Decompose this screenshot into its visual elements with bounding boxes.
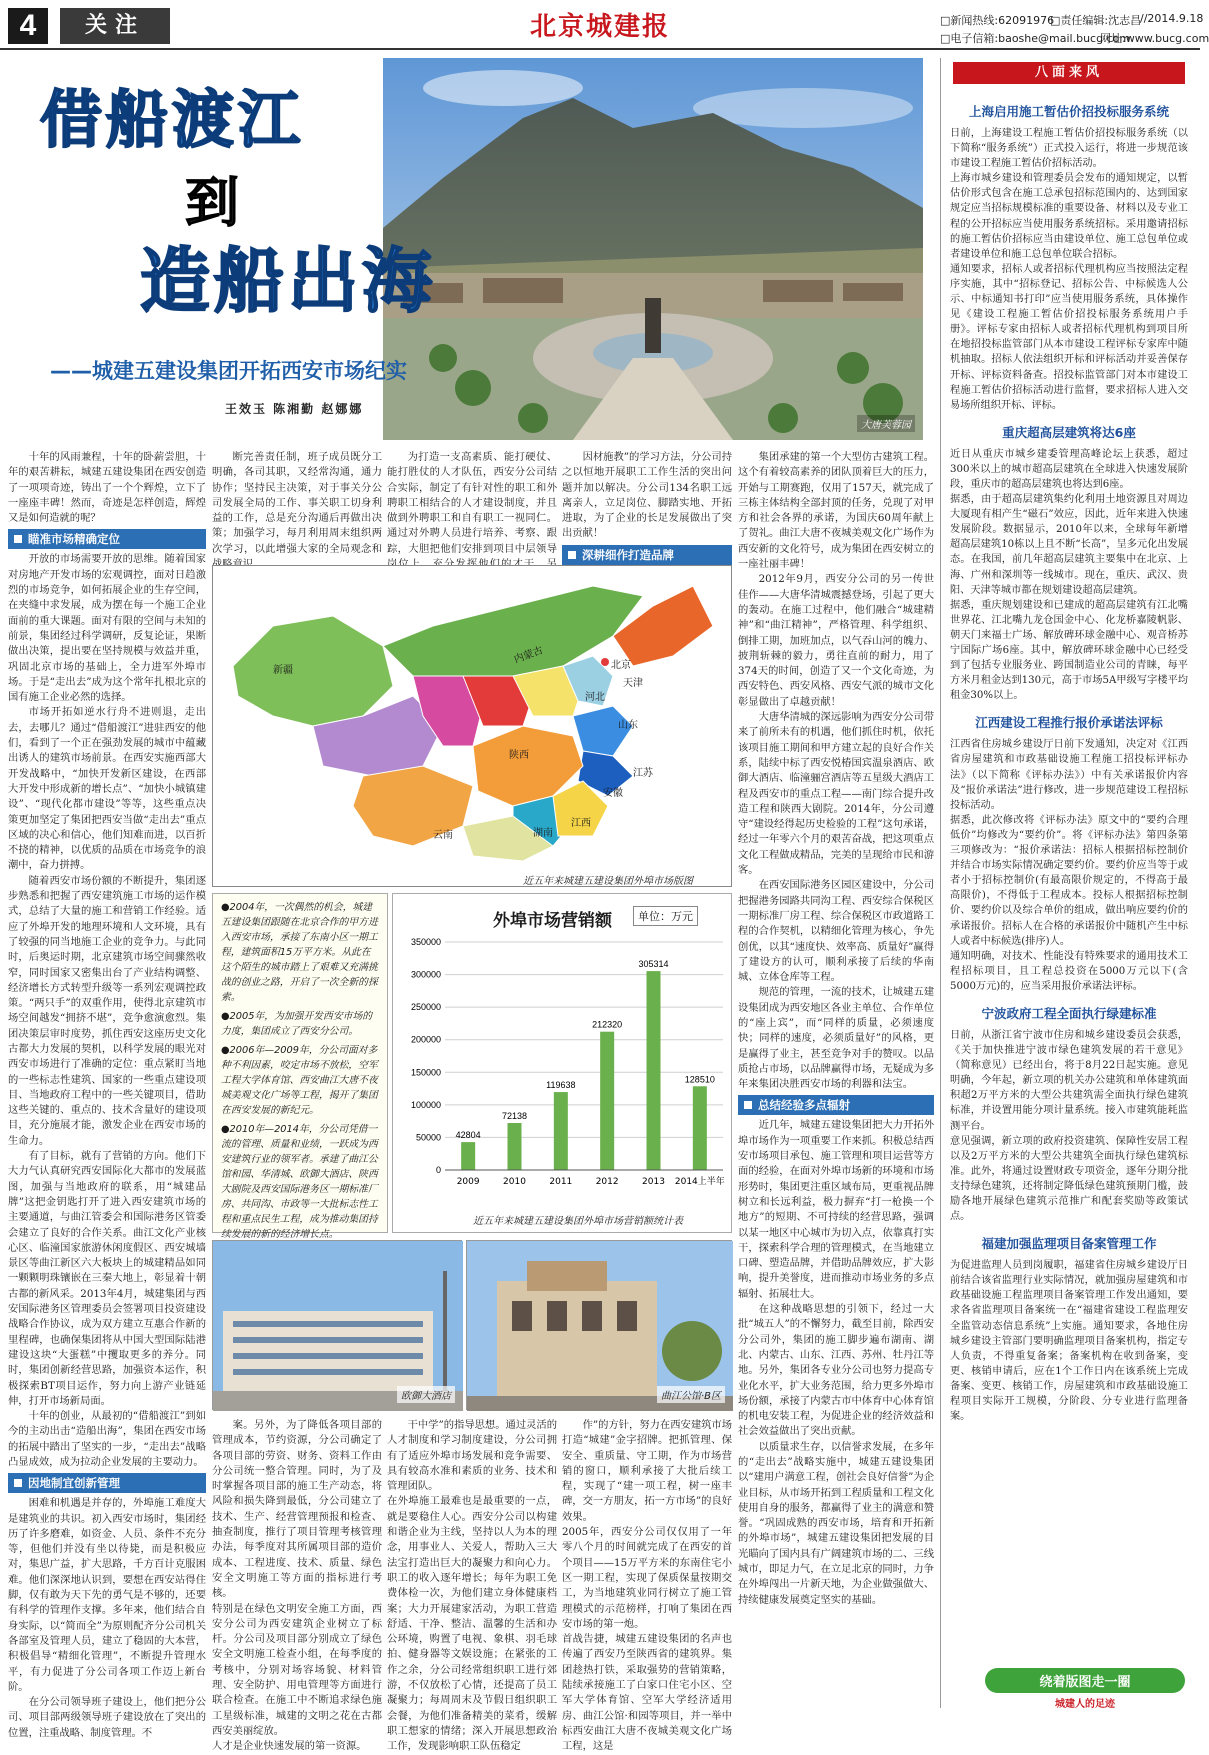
paragraph: 作”的方针，努力在西安建筑市场打造“城建”金字招牌。把抓管理、保安全、重质量、守工期，作为市场营销的窗口，顺利承接了大批后续工程，实现了“建一项工程，树一座丰碑，交一方朋友，拓一方市场”的良好效果。 2005年，西安分公司仅仅用了一年零八个月的时间就完成了在西安的首个项目——15万平方米的东南住宅小区一期工程，实现了保质保量按期交工，为当地建筑业同行树立了施工管理模式的示范榜样，打响了集团在西安市场的第一炮。 首战告捷，城建五建设集团的名声也传遍了西安乃至陕西省的建筑界。集团趁热打铁，采取强势的营销策略，陆续承接施工了白家口住宅小区、空军大学体育馆、空军大学经济适用房、曲江公馆·和园等项目，并一举中标西安曲江大唐不夜城美观文化广场工程，这是 <box>562 1419 733 1753</box>
sidebar-banner: 八面来风 <box>953 62 1185 84</box>
email: □电子信箱:baoshe@mail.bucg.com <box>940 32 1131 45</box>
news-body: 日前，从浙江省宁波市住房和城乡建设委员会获悉，《关于加快推进宁波市绿色建筑发展的若干意见》（简称意见）已经出台，将于8月22日起实施。意见明确，今年起，新立项的机关办公建筑和单体建筑面积超2万平方米的大型公共建筑需全面执行绿色建筑标准，并设置用能分项计量系统。接入市建筑能耗监测平台。 意见强调，新立项的政府投资建筑、保障性安居工程以及2万平方米的大型公共建筑全面执行绿色建筑标准。此外，将通过设置财政专项资金，逐年分期分批支持绿色建筑，还将制定降低绿色建筑预期门槛，鼓励各地开展绿色建筑示范推广和配套奖励等政策试点。 <box>950 1029 1188 1223</box>
timeline-item: ●2005年，为加强开发西安市场的力度，集团成立了西安分公司。 <box>221 1011 373 1037</box>
x-tick-label: 2012 <box>595 1177 619 1187</box>
y-tick-label: 150000 <box>410 1067 441 1078</box>
timeline-item: ●2006年—2009年，分公司面对多种不利因素，咬定市场不放松，空军工程大学体育馆、西安曲江大唐不夜城美观文化广场等工程，揭开了集团在西安发展的新纪元。 <box>221 1045 378 1116</box>
data-label: 128510 <box>684 1074 715 1085</box>
paragraph: 2012年9月，西安分公司的另一传世佳作——大唐华清城震撼登场，引起了更大的轰动。在施工过程中，他们融合“城建精神”和“曲江精神”，严格管理、科学组织、倒排工期，加班加点，以气吞山河的魄力、披荆斩棘的毅力，勇往直前的耐力，用了374天的时间，创造了又一个文化奇迹，为西安特色、西安风格、西安气派的城市文化彰显做出了卓越贡献！ <box>738 573 934 708</box>
sidebar-content <box>950 92 1188 1662</box>
logo-line2: 城建人的足迹 <box>1055 1699 1115 1710</box>
y-tick-label: 250000 <box>410 1002 441 1013</box>
photo-caption: 欧御大酒店 <box>397 1386 455 1403</box>
map-label-beijing: 北京 <box>611 660 631 671</box>
website: 网址:www.bucg.com <box>1100 32 1209 45</box>
news-title: 重庆超高层建筑将达6座 <box>1002 424 1136 440</box>
photo-residence <box>466 1240 732 1410</box>
bar-2012 <box>600 1032 614 1170</box>
section-heading: 深耕细作打造品牌 <box>562 545 732 565</box>
section-label: 关注 <box>60 8 170 44</box>
y-tick-label: 200000 <box>410 1034 441 1045</box>
headline-line2: 到 <box>185 171 243 234</box>
paragraph: 为打造一支高素质、能打硬仗、能打胜仗的人才队伍，西安分公司结合实际，制定了有针对性的职工和外聘职工相结合的人才建设制度，并且做到外聘职工和自有职工一视同仁。通过对外聘人员进行培养、考察、跟踪，大胆把他们安排到项目中层领导 <box>387 451 557 555</box>
photo-caption: 曲江公馆·B区 <box>657 1386 725 1403</box>
paragraph: 大唐华清城的深远影响为西安分公司带来了前所未有的机遇，他们抓住时机，依托该项目施工期间和甲方建立起的良好合作关系，陆续中标了西安悦椿国宾温泉酒店、欧御大酒店、临潼骊宫酒店等五星级大酒店工程及西安市的重点工程——南门综合提升改造工程和陕西大剧院。2014年，分公司遵守“建设经得起历史检验的工程”这句承诺，经过一年零六个月的艰苦奋战，把这项重点文化工程做成精品，完美的呈现给市民和游客。 <box>738 711 934 877</box>
article-column-5 <box>738 450 934 1710</box>
y-tick-label: 50000 <box>415 1132 441 1143</box>
subtitle: ——城建五建设集团开拓西安市场纪实 <box>50 359 407 383</box>
map-label-hunan: 湖南 <box>533 828 553 839</box>
data-label: 42804 <box>455 1130 481 1141</box>
timeline-item: ●2004年，一次偶然的机会，城建五建设集团跟随在北京合作的甲方进入西安市场，承接了东南小区一期工程，建筑面积15万平方米。从此在这个陌生的城市踏上了艰难又充满挑战的创业之路，开启了一次全新的探索。 <box>221 902 378 1003</box>
news-title: 宁波政府工程全面执行绿建标准 <box>981 1005 1157 1021</box>
timeline-box <box>212 893 388 1240</box>
article-column-3-top <box>387 450 557 558</box>
paragraph: 困难和机遇是并存的，外埠施工难度大是建筑业的共识。初入西安市场时，集团经历了许多磨难，如资金、人员、条件不充分等，但他们并没有坐以待毙，而是积极应对，集思广益，扩大思路，千方百计克服困难。他们深深地认识到，要想在西安站得住脚，仅有敢为天下先的勇气是不够的，还要有科学的管理作支撑。多年来，他们结合自身实际，以“简而全”为原则配齐分公司机关各部室及管理人员，建立了稳固的大本营，积极倡导“精细化管理”，不断提升管理水平，有力促进了分公司各项工作迈上新台阶。 <box>8 1497 206 1693</box>
map-label-shaanxi: 陕西 <box>509 750 529 761</box>
paragraph: 因材施教”的学习方法，分公司持之以恒地开展职工工作生活的突出问题并加以解决。分公司134名职工远离亲人，立足岗位、脚踏实地、开拓进取，为了企业的长足发展做出了突出贡献！ <box>562 451 733 540</box>
x-tick-label: 2014上半年 <box>674 1177 725 1187</box>
map-label-jiangxi: 江西 <box>571 818 591 829</box>
news-body: 江西省住房城乡建设厅日前下发通知，决定对《江西省房屋建筑和市政基础设施工程施工招投标评标办法》（以下简称《评标办法》）中有关承诺报价内容及“报价承诺法”进行修改，进一步规范建设工程招标投标活动。 据悉，此次修改将《评标办法》原文中的“要约合理低价”均修改为“要约价”。将《评标办法》第四条第三项修改为：“报价承诺法：招标人根据招标控制价并结合市场实际情况确定要约价。要约价应当等于或者小于招标控制价(有最高限价规定的，不得高于最高限价)，不得低于工程成本。投标人根据招标控制价、要约价以及综合单价的组成，做出响应要约价的承诺报价。招标人在合格的承诺报价中随机产生中标人或者中标候选(排序)人。 通知明确，对技术、性能没有特殊要求的通用技术工程招标项目，且工程总投资在5000万元以下(含5000万元)的，应当采用报价承诺法评标。 <box>950 739 1188 992</box>
chart-unit: 单位：万元 <box>633 906 698 926</box>
logo-line1: 绕着版图走一圈 <box>985 1668 1185 1693</box>
x-tick-label: 2009 <box>456 1177 480 1187</box>
paragraph: 随着西安市场份额的不断提升，集团逐步熟悉和把握了西安建筑施工市场的运作模式，总结了大量的施工和营销工作经验。适应了外埠开发的地理环境和人文环境，具有了较强的同当地施工企业的竞争力。与此同时，后奥运时期，北京建筑市场空间骤然收窄，同时国家又密集出台了产业结构调整、经济增长方式转型升级等一系列宏观调控政策。“两只手”的双重作用，使得北京建筑市场空间越发“拥挤不堪”，竞争愈演愈烈。集团决策层审时度势，抓住西安这座历史文化古都大力发展的契机，以科学发展的眼光对西安市场进行了准确的定位：重点紧盯当地的一些标志性建筑、国家的一些重点建设项目、当地政府工程中的一些关键项目，借助这些关键的、重点的、技术含量好的建设项目，充分施展才能，激发企业在西安市场的生命力。 <box>8 874 206 1147</box>
news-body: 日前，上海建设工程施工暂估价招投标服务系统（以下简称“服务系统”）正式投入运行，将进一步规范该市建设工程施工暂估价招标活动。 上海市城乡建设和管理委员会发布的通知规定，以暂估价形式包含在施工总承包招标范围内的、达到国家规定应当招标规模标准的重要设备、材料以及专业工程的公开招标应当使用服务系统招标。采用邀请招标的施工暂估价招标应当由建设单位、施工总包单位或者建设单位和施工总包单位联合招标。 通知要求，招标人或者招标代理机构应当按照法定程序实施，其中“招标登记、招标公告、中标候选人公示、中标通知书打印”应当使用服务系统，具体操作见《建设工程施工暂估价招投标服务系统用户手册》。评标专家由招标人或者招标代理机构到项目所在地招投标监管部门从本市建设工程评标专家库中随机抽取。招标人依法组织开标和评标活动并妥善保存开标、评标资料备查。招投标监管部门对本市建设工程施工暂估价招标活动进行监督，要求招标人进入交易场所组织开标、评标。 <box>950 128 1188 411</box>
map-label-tianjin: 天津 <box>623 678 643 689</box>
column-logo <box>985 1668 1185 1708</box>
map-label-neimenggu: 内蒙古 <box>512 645 545 666</box>
bar-2013 <box>647 971 661 1170</box>
date: //2014.9.18 <box>1140 12 1204 25</box>
paragraph: 以质量求生存，以信誉求发展，在多年的“走出去”战略实施中，城建五建设集团以“建用户满意工程，创社会良好信誉”为企业目标，从市场开拓到工程质量和工程文化使用自身的服务，都赢得了业主的满意和赞誉。“巩固成熟的西安市场，培育和开拓新的外埠市场”，城建五建设集团把发展的目光瞄向了国内具有广阔建筑市场的二、三线城市，即足力气，在立足北京的同时，力争在外埠闯出一片新天地，为企业做强做大、持续健康发展奠定坚实的基础。 <box>738 1440 934 1606</box>
chart-title: 外埠市场营销额 <box>493 911 612 931</box>
article-column-4-bottom <box>562 1418 733 1753</box>
paragraph: 十年的创业，从最初的“借船渡江”到如今的主动出击“造船出海”，集团在西安市场的拓展中踏出了坚实的一步，“走出去”战略凸显成效，成为拉动企业发展的主要动力。 <box>8 1410 206 1468</box>
paragraph: 在这种战略思想的引领下，经过一大批“城五人”的不懈努力，截至目前，除西安分公司外，集团的施工脚步遍布湖南、湖北、内蒙古、山东、江西、苏州、牡丹江等地。另外，集团各专业分公司也努力提高专业化水平，扩大业务范围，给力更多外埠市场份额，承接了内蒙古市中体育中心体育馆的机电安装工程，为促进企业的经济效益和社会效益做出了突出贡献。 <box>738 1303 934 1438</box>
market-map <box>212 565 732 887</box>
authors: 王效玉 陈湘勤 赵娜娜 <box>225 402 364 416</box>
bar-2010 <box>508 1123 522 1170</box>
map-label-shandong: 山东 <box>618 720 638 731</box>
paragraph: 集团承建的第一个大型仿古建筑工程。这个有着较高素养的团队顶着巨大的压力，开始与工期赛跑，仅用了157天，就完成了三栋主体结构全部封顶的任务，兑现了对甲方和社会各界的承诺，为国庆60周年献上了贺礼。曲江大唐不夜城美观文化广场作为西安新的文化符号，成为集团在西安树立的一座社丽丰碑！ <box>738 451 934 571</box>
chart-caption: 近五年来城建五建设集团外埠市场营销额统计表 <box>473 1216 683 1227</box>
x-tick-label: 2010 <box>503 1177 526 1187</box>
news-body: 近日从重庆市城乡建委管理高峰论坛上获悉，超过300米以上的城市超高层建筑在全球进入快速发展阶段，重庆市的超高层建筑也将达到6座。 据悉，由于超高层建筑集约化利用土地资源且对周边大厦现有相产生“磁石”效应，因此，近年来进入快速发展阶段。数据显示，2010年以来，全球每年新增超高层建筑10栋以上且不断“长高”，呈多元化出发展态。在我国，前几年超高层建筑主要集中在北京、上海、广州和深圳等一线城市。现在，重庆、武汉、贵阳、天津等城市都在规划建设超高层建筑。 据悉，重庆规划建设和已建成的超高层建筑有江北嘴世界花、江北嘴九龙仓国金中心、化龙桥嘉陵帆影、朝天门来福士广场、解放碑环球金融中心、观音桥苏宁国际广场6座。其中，解放碑环球金融中心已经受到了包括专业服务业、跨国制造业公司的青睐，每平方米月租金达到130元，高于市场5A甲级写字楼平均租金30%以上。 <box>950 448 1188 702</box>
page-header <box>0 0 1209 50</box>
paragraph: 开放的市场需要开放的思维。随着国家对房地产开发市场的宏观调控，面对日趋激烈的市场竞争，如何拓展企业的生存空间，在夹缝中求发展，成为摆在每一个施工企业面前的重大课题。面对有限的空间与未知的前景，集团经过科学调研，反复论证，果断做出决策，提出要在坚持规模与效益并重，巩固北京市场的基础上，全力进军外埠市场。于是“走出去”成为这个常年扎根北京的国有施工企业必然的选择。 <box>8 553 206 704</box>
paragraph: 断完善责任制，班子成员既分工明确，各司其职，又经常沟通，通力协作；坚持民主决策，对于事关分公司发展全局的工作、事关职工切身利益的工作，总是充分沟通后再做出决策；加强学习，每月利用周末组织两次学习，以此增强大家的全局观念和 <box>212 451 382 555</box>
paragraph: 十年的风雨兼程，十年的卧薪尝胆，十年的艰苦耕耘，城建五建设集团在西安创造了一项项奇迹，铸出了一个个辉煌，立下了一座座丰碑！然而，奇迹是怎样创造，辉煌又是如何造就的呢？ <box>8 451 206 525</box>
section-heading: 瞄准市场精确定位 <box>8 529 206 549</box>
bar-2011 <box>554 1092 568 1170</box>
news-title: 上海启用施工暂估价招投标服务系统 <box>968 104 1169 119</box>
headline-line3: 造船出海 <box>140 240 436 322</box>
map-label-hebei: 河北 <box>585 692 605 703</box>
data-label: 212320 <box>592 1019 623 1030</box>
x-tick-label: 2011 <box>549 1177 573 1187</box>
paragraph: 干中学”的指导思想。通过灵活的人才制度和学习制度建设，分公司拥有了适应外埠市场发展和竞争需要、具有较高水准和素质的业务、技术和管理团队。 在外埠施工最难也是最重要的一点，就是要稳住人心。西安分公司以构建和谐企业为主线，坚持以人为本的理念，用事业人、关爱人，帮助入三大法宝打造出巨大的凝聚力和向心力。职工的收入逐年增长；每年为职工免费体检一次，为他们建立身体健康档案；大力开展建家活动，为职工营造舒适、干净、整洁、温馨的生活和办公环境，购置了电视、象棋、羽毛球拍、健身器等文娱设施；在紧张的工作之余，分公司经常组织职工进行郊游，不仅放松了心情，还提高了员工凝聚力；每周周末及节假日组织职工会餐，为他们准备精美的菜肴，缓解职工想家的情绪；深入开展思想政治工作，发现影响职工队伍稳定 <box>387 1419 558 1753</box>
bar-2014上半年 <box>693 1086 707 1170</box>
paragraph: 近几年，城建五建设集团把大力开拓外埠市场作为一项重要工作来抓。积极总结西安市场项目承包、施工管理和项目运营等方面的经验，在面对外埠市场新的环境和市场形势时，集团更注重区域布局，更重视品牌树立和长远利益，极力摒弃“打一枪换一个地方”的短期、不可持续的经营思路，强调以某一地区中心城市为切入点，依靠真打实干，探索科学合理的管理模式，在当地建立口碑、塑造品牌，并借助品牌效应，扩大影响，提升美誉度，进而推动市场业务的多点辐射、拓展壮大。 <box>738 1119 934 1300</box>
map-label-jiangsu: 江苏 <box>633 768 653 779</box>
bar-2009 <box>461 1142 475 1170</box>
article-column-3-bottom <box>387 1418 558 1753</box>
paragraph: 有了目标，就有了营销的方向。他们下大力气认真研究西安国际化大都市的发展蓝图，加强与当地政府的联系，用“城建品牌”这把金钥匙打开了进入西安建筑市场的主要通道，与曲江管委会和国际港务区管委会建立了良好的合作关系。曲江文化产业核心区、临潼国家旅游休闲度假区、西安城墙景区等曲江新区六大板块上的城建精品如同一颗颗明珠镶嵌在三秦大地上，彰显着十朝古都的新风采。2013年4月，城建集团与西安国际港务区管理委员会签署项目投资建设战略合作协议，成为双方建立互惠合作新的里程碑，也确保集团将从中国大型国际陆港建设这块“大蛋糕”中攫取更多的养分。同时，集团创新经营思路，加强资本运作，积极探索BT项目运作，努力向上游产业链延伸，打开市场新局面。 <box>8 1150 206 1407</box>
news-title: 福建加强监理项目备案管理工作 <box>981 1236 1157 1252</box>
page-number: 4 <box>8 8 48 44</box>
paragraph: 在西安国际港务区园区建设中，分公司把握港务园路共同沟工程、西安综合保税区一期标准厂房工程、综合保税区市政道路工程的合作契机，以精细化管理为核心，争先创优，以其“速度快、效率高、质量好”赢得了建设方的认可，顺利承接了后续的华南城、立体仓库等工程。 <box>738 879 934 984</box>
paragraph: 在分公司领导班子建设上，他们把分公司、项目部两级领导班子建设放在了突出的位置，注重战略、制度管理。不 <box>8 1696 206 1739</box>
map-label-yunnan: 云南 <box>433 830 453 841</box>
paragraph: 案。另外，为了降低各项目部的管理成本，节约资源，分公司确定了各项目部的劳资、财务、资料工作由分公司统一整合管理。同时，为了及时掌握各项目部的施工生产动态，将风险和损失降到最低，分公司建立了技术、生产、经营管理预报和检查、抽查制度，推行了项目管理考核管理办法，每季度对其所属项目部的造价成本、工程进度、技术、质量、绿色安全文明施工等方面的指标进行考核。 特别是在绿色文明安全施工方面，西安分公司为西安建筑企业树立了标杆。分公司及项目部分别成立了绿色安全文明施工检查小组，在每季度的考核中，分别对场容场貌、材料管理、安全防护、用电管理等方面进行联合检查。在施工中不断追求绿色施工星级标准，城建的文明之花在古都西安美丽绽放。 人才是企业快速发展的第一资源。 <box>212 1419 382 1753</box>
y-tick-label: 300000 <box>410 969 441 980</box>
article-column-1 <box>8 450 206 1739</box>
photo-caption: 大唐芙蓉园 <box>857 415 915 432</box>
article-column-2-top <box>212 450 382 558</box>
data-label: 119638 <box>546 1080 576 1091</box>
article-column-4-top <box>562 450 733 562</box>
headline-line1: 借船渡江 <box>40 83 305 156</box>
news-body: 为促进监理人员到岗履职，福建省住房城乡建设厅日前结合该省监理行业实际情况，就加强房屋建筑和市政基础设施工程监理项目备案管理工作发出通知，要求各省监理项目备案统一在“福建省建设工程监理安全监管动态信息系统”上实施。通知要求，各地住房城乡建设主管部门要明确监理项目备案机构，指定专人负责，不得重复备案；备案机构在收到备案，变更、核销申请后，应在1个工作日内在该系统上完成备案、变更、核销工作，房屋建筑和市政基础设施工程项目实际开工规模，分阶段、分专业进行监理备案。 <box>950 1260 1188 1423</box>
map-caption: 近五年来城建五建设集团外埠市场版图 <box>523 876 693 887</box>
paragraph: 规范的管理，一流的技术，让城建五建设集团成为西安地区各业主单位、合作单位的“座上宾”，而“同样的质量，必须速度快；同样的速度，必须质量好”的风格，更是赢得了业主，甚至竞争对手的赞叹。以品质抢占市场，以品牌赢得市场，无疑成为多年来集团决胜西安市场的利器和法宝。 <box>738 986 934 1091</box>
y-tick-label: 350000 <box>410 937 441 947</box>
y-tick-label: 0 <box>435 1165 441 1175</box>
news-title: 江西建设工程推行报价承诺法评标 <box>975 715 1163 731</box>
headline-photo <box>383 58 923 440</box>
hotline: □新闻热线:62091976 <box>940 14 1055 27</box>
paragraph: 市场开拓如逆水行舟不进则退，走出去，去哪儿？通过“借船渡江”进驻西安的他们，看到了一个正在强劲发展的城市中蕴藏出诱人的建筑市场前景。在西安实施西部大开发战略中，“加快开发新区建设，在西部大开发中形成新的增长点”、“加快小城镇建设”、“现代化都市建设”等等，这些重点决策更加坚定了集团把西安当做“走出去”重点区域的决心和信心，他们知难而进，以百折不挠的精神，以优质的品质在市场竞争的浪潮中，奋力拼搏。 <box>8 706 206 872</box>
y-tick-label: 100000 <box>410 1099 441 1110</box>
article-column-2-bottom <box>212 1418 382 1753</box>
x-tick-label: 2013 <box>642 1177 665 1187</box>
section-heading: 因地制宜创新管理 <box>8 1473 206 1493</box>
newspaper-title: 北京城建报 <box>530 12 671 42</box>
map-label-anhui: 安徽 <box>603 788 623 799</box>
timeline-item: ●2010年—2014年，分公司凭借一流的管理、质量和业绩，一跃成为西安建筑行业的领军者。承建了曲江公馆和园、华清城、欧御大酒店、陕西大剧院及西安国际港务区一期标准厂房、共同沟、市政等一大批标志性工程和重点民生工程，成为推动集团持续发展的新的经济增长点。 <box>221 1124 378 1240</box>
sales-chart <box>392 893 732 1233</box>
map-dot-beijing <box>601 658 609 666</box>
section-heading: 总结经验多点辐射 <box>738 1095 934 1115</box>
photo-hotel <box>212 1240 462 1410</box>
data-label: 72138 <box>501 1111 528 1122</box>
editor: □责任编辑:沈志昌 <box>1050 14 1142 27</box>
chart-svg <box>393 934 731 1202</box>
map-label-xinjiang: 新疆 <box>273 665 293 676</box>
data-label: 305314 <box>638 959 669 970</box>
